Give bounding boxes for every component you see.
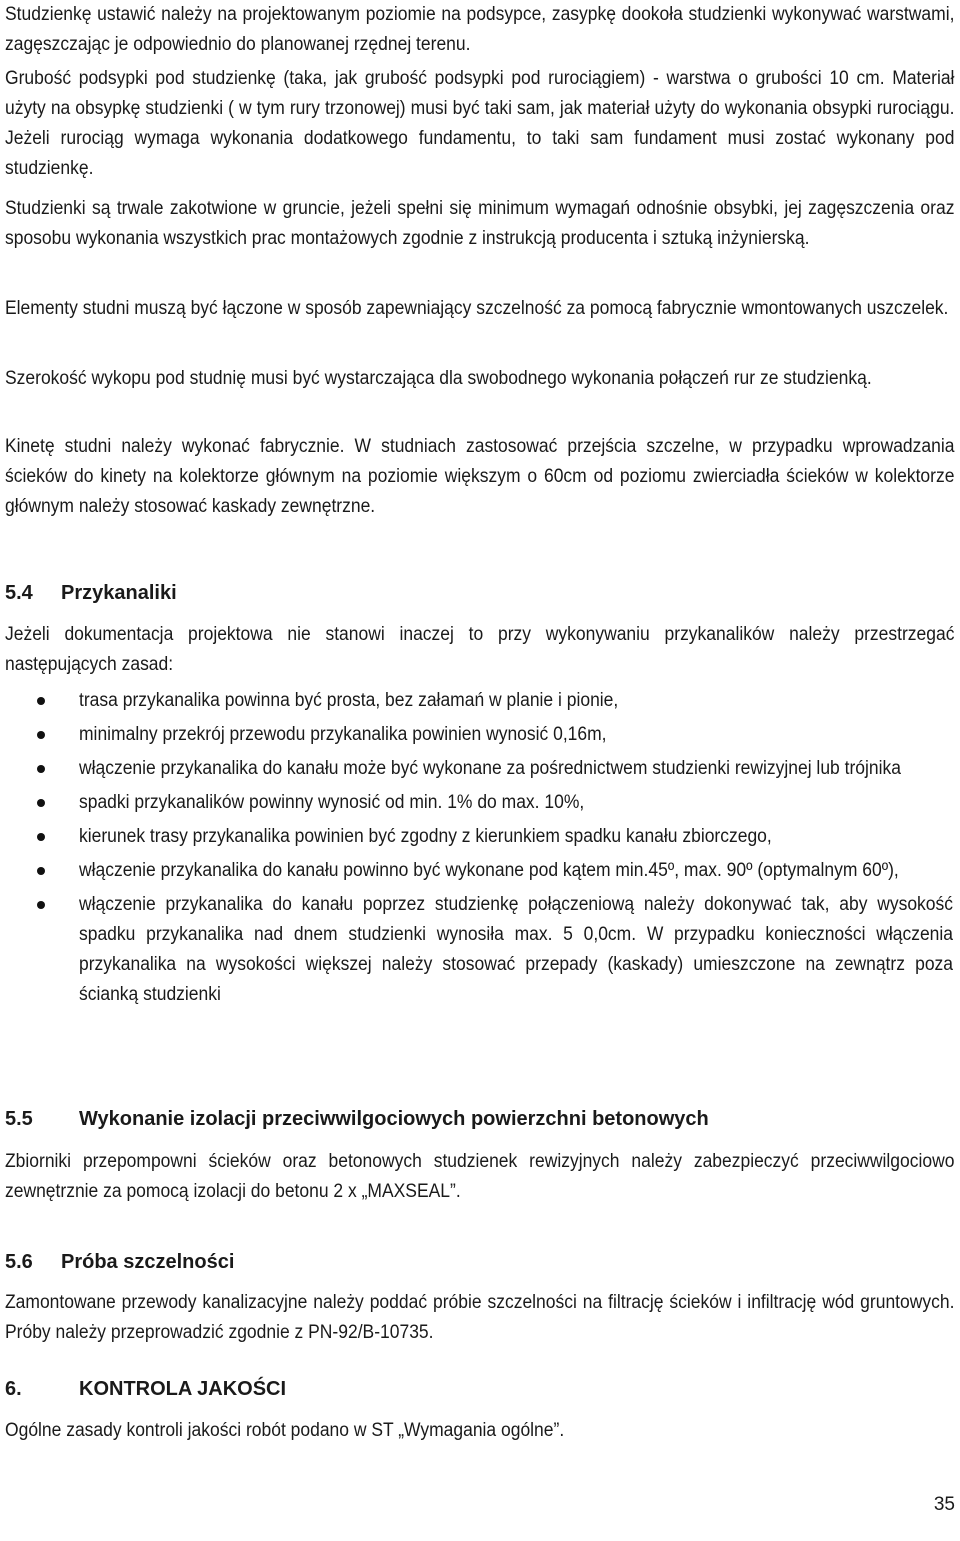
list-item: trasa przykanalika powinna być prosta, bez załamań w planie i pionie,: [5, 686, 955, 716]
list-item: kierunek trasy przykanalika powinien być zgodny z kierunkiem spadku kanału zbiorczego,: [5, 822, 955, 852]
section-number: 5.4: [5, 582, 33, 604]
bullet-icon: [37, 731, 45, 739]
section-title: KONTROLA JAKOŚCI: [79, 1378, 287, 1400]
paragraph-manhole-installation: Studzienkę ustawić należy na projektowanym poziomie na podsypce, zasypkę dookoła studzienki wykonywać warstwami, zagęszczając je odpowiednio do planowanej rzędnej terenu.: [5, 4, 955, 55]
section-title: Próba szczelności: [61, 1251, 235, 1273]
section-title: Wykonanie izolacji przeciwwilgociowych powierzchni betonowych: [79, 1108, 709, 1130]
section-heading-5-6: [5, 1247, 234, 1277]
paragraph-sealing: Elementy studni muszą być łączone w sposób zapewniający szczelność za pomocą fabrycznie wmontowanych uszczelek.: [5, 298, 949, 319]
bullet-icon: [37, 697, 45, 705]
section-5-5-text: Zbiorniki przepompowni ścieków oraz betonowych studzienek rewizyjnych należy zabezpieczyć przeciwwilgociowo zewnętrznie za pomocą izolacji do betonu 2 x „MAXSEAL”.: [5, 1151, 955, 1202]
bullet-icon: [37, 799, 45, 807]
section-number: 6.: [5, 1378, 22, 1400]
section-heading-5-4: [5, 578, 177, 608]
paragraph-bedding-thickness: Grubość podsypki pod studzienkę (taka, jak grubość podsypki pod rurociągiem) - warstwa o grubości 10 cm. Materiał użyty na obsypkę studzienki ( w tym rury trzonowej) musi być taki sam, jak materiał użyty do wykonania obsypki rurociągu. Jeżeli rurociąg wymaga wykonania dodatkowego fundamentu, to taki sam fundament musi zostać wykonany pod studzienkę.: [5, 68, 955, 179]
page-number: 35: [933, 1494, 955, 1515]
section-heading-5-5: [5, 1104, 709, 1134]
list-item: spadki przykanalików powinny wynosić od min. 1% do max. 10%,: [5, 788, 955, 818]
bullet-icon: [37, 833, 45, 841]
bullet-icon: [37, 901, 45, 909]
list-item: włączenie przykanalika do kanału powinno być wykonane pod kątem min.45º, max. 90º (optymalnym 60º),: [5, 856, 955, 886]
paragraph-anchoring: Studzienki są trwale zakotwione w gruncie, jeżeli spełni się minimum wymagań odnośnie obsybki, jej zagęszczenia oraz sposobu wykonania wszystkich prac montażowych zgodnie z instrukcją producenta i sztuką inżynierską.: [5, 198, 955, 249]
list-item: włączenie przykanalika do kanału poprzez studzienkę połączeniową należy dokonywać tak, aby wysokość spadku przykanalika nad dnem studzienki wynosiła max. 5 0,0cm. W przypadku konieczności włączenia przykanalika na wysokości większej należy stosować przepady (kaskady) umieszczone na zewnątrz poza ścianką studzienki: [5, 890, 955, 1010]
bullet-icon: [37, 867, 45, 875]
list-item: włączenie przykanalika do kanału może być wykonane za pośrednictwem studzienki rewizyjnej lub trójnika: [5, 754, 955, 784]
section-5-6-text: Zamontowane przewody kanalizacyjne należy poddać próbie szczelności na filtrację ścieków i infiltrację wód gruntowych. Próby należy przeprowadzić zgodnie z PN-92/B-10735.: [5, 1292, 955, 1343]
section-heading-6: [5, 1374, 286, 1404]
paragraph-kinet: Kinetę studni należy wykonać fabrycznie. W studniach zastosować przejścia szczelne, w przypadku wprowadzania ścieków do kinety na kolektorze głównym na poziomie większym o 60cm od poziomu zwierciadła ścieków w kolektorze głównym należy stosować kaskady zewnętrzne.: [5, 436, 955, 517]
bullet-icon: [37, 765, 45, 773]
section-title: Przykanaliki: [61, 582, 177, 604]
section-5-4-intro: Jeżeli dokumentacja projektowa nie stanowi inaczej to przy wykonywaniu przykanalików należy przestrzegać następujących zasad:: [5, 624, 955, 675]
section-number: 5.5: [5, 1108, 33, 1130]
connection-rules-list: [5, 686, 955, 1010]
list-item: minimalny przekrój przewodu przykanalika powinien wynosić 0,16m,: [5, 720, 955, 750]
section-number: 5.6: [5, 1251, 33, 1273]
paragraph-trench-width: Szerokość wykopu pod studnię musi być wystarczająca dla swobodnego wykonania połączeń rur ze studzienką.: [5, 368, 872, 389]
section-6-text: Ogólne zasady kontroli jakości robót podano w ST „Wymagania ogólne”.: [5, 1420, 565, 1441]
